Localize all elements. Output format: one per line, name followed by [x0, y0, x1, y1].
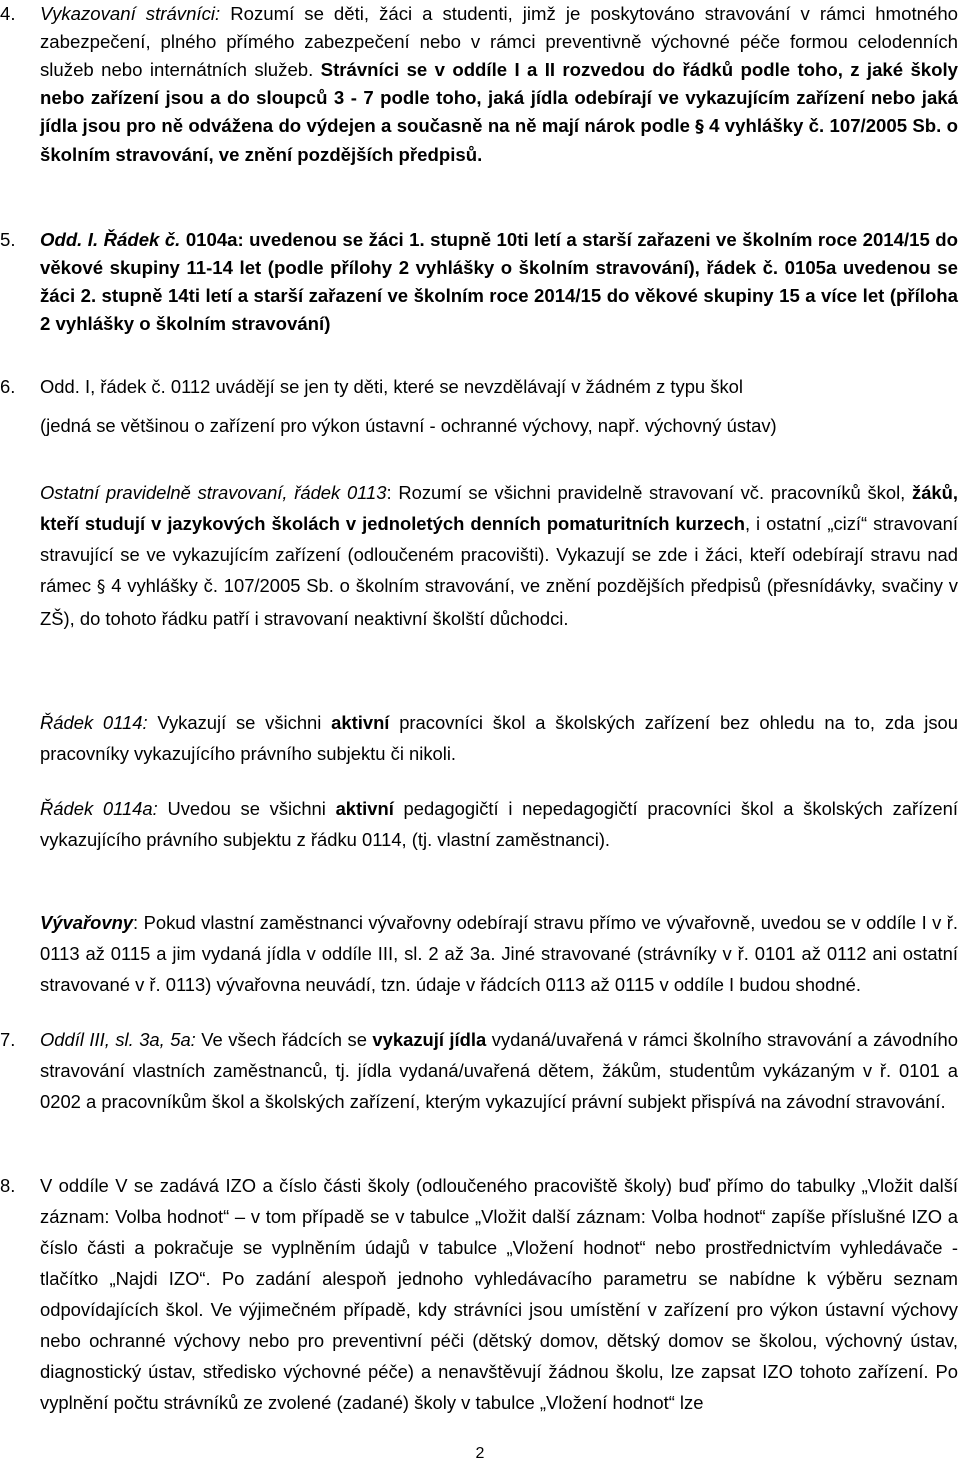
- item-number: 6.: [0, 376, 16, 397]
- bold-text: Strávníci se v oddíle I a II rozvedou do řádků podle toho, z jaké školy nebo zařízení jsou a do sloupců 3 - 7 podle toho, jaká jídla odebírají ve vykazujícím zařízení nebo jaká jídla jsou pro ně odvážena do výdejen a současně na ně mají nárok podle: [40, 59, 959, 136]
- item-number: 4.: [0, 3, 16, 24]
- term-label: Řádek 0114:: [40, 712, 148, 733]
- item-text: Oddíl III, sl. 3a, 5a: Ve všech řádcích se vykazují jídla vydaná/uvařená v rámci školního stravování a závodního stravování vlastních zaměstnanců, tj. jídla vydaná/uvařená dětem, žákům, studentům vykázaným v ř. 0101 a 0202 a pracovníkům škol a školských zařízení, kterým vykazující právní subjekt přispívá na závodní stravování.: [40, 1029, 958, 1112]
- paragraph-6-note: (jedná se většinou o zařízení pro výkon ústavní - ochranné výchovy, např. výchovný ústav): [40, 415, 777, 436]
- item-text: [40, 226, 958, 338]
- page-number: 2: [475, 1445, 485, 1462]
- row-reference: Odd. I. Řádek č.: [40, 229, 181, 250]
- paragraph-6-row-0114: Řádek 0114: Vykazují se všichni aktivní pracovníci škol a školských zařízení bez ohledu na to, zda jsou pracovníky vykazujícího právního subjektu či nikoli.: [40, 712, 958, 764]
- term-label: Ostatní pravidelně stravovaní, řádek 0113: [40, 482, 387, 503]
- list-item-6: [0, 371, 958, 402]
- definition-text: Rozumí se děti, žáci a studenti, jimž je poskytováno stravování v rámci hmotného zabezpečení, plného přímého zabezpečení nebo v rámci preventivně výchovné péče formou celodenních služeb nebo internátních služeb.: [40, 3, 958, 80]
- list-item-4: [0, 0, 958, 169]
- term-label: Oddíl III, sl. 3a, 5a:: [40, 1029, 196, 1050]
- item-number: 5.: [0, 229, 16, 250]
- list-item-7: [0, 1024, 958, 1117]
- paragraph-6-kitchens: Vývařovny: Pokud vlastní zaměstnanci vývařovny odebírají stravu přímo ve vývařovně, uvedou se v oddíle I v ř. 0113 až 0115 a jim vydaná jídla v oddíle III, sl. 2 až 3a. Jiné stravované (strávníky v ř. 0101 až 0112 ani ostatní stravované v ř. 0113) vývařovna neuvádí, tzn. údaje v řádcích 0113 až 0115 v oddíle I budou shodné.: [40, 912, 958, 995]
- item-text: V oddíle V se zadává IZO a číslo části školy (odloučeného pracoviště školy) buď přímo do tabulky „Vložit další záznam: Volba hodnot“ – v tom případě se v tabulce „Vložit další záznam: Volba hodnot“ zapíše příslušné IZO a číslo části a pokračuje se vyplněním údajů v tabulce „Vložení hodnot“ nebo prostřednictvím vyhledávače - tlačítko „Najdi IZO“. Po zadání alespoň jednoho vyhledávacího parametru se nabídne k výběru seznam odpovídajících škol. Ve výjimečném případě, kdy strávníci jsou umístění v zařízení pro výkon ústavní výchovy nebo ochranné výchovy nebo pro preventivní péči (dětský domov, dětský domov se školou, výchovný ústav, diagnostický ústav, středisko výchovné péče) a nenavštěvují žádnou školu, lze zapsat IZO tohoto zařízení. Po vyplnění počtu strávníků ze zvolené (zadané) školy v tabulce „Vložení hodnot“ lze: [40, 1175, 958, 1413]
- bold-text: aktivní: [331, 712, 390, 733]
- item-number: 7.: [0, 1029, 16, 1050]
- paragraph-6-row-0114a: Řádek 0114a: Uvedou se všichni aktivní pedagogičtí i nepedagogičtí pracovníci škol a školských zařízení vykazujícího právního subjektu z řádku 0114, (tj. vlastní zaměstnanci).: [40, 798, 959, 850]
- item-text: [40, 0, 958, 169]
- bold-text: žáků, kteří studují v jazykových školách v jednoletých denních pomaturitních kurzech: [40, 482, 958, 534]
- section-sign: §: [96, 577, 106, 597]
- bold-text: aktivní: [335, 798, 394, 819]
- bold-text: 4 vyhlášky č. 107/2005 Sb. o školním stravování, ve znění pozdějších předpisů.: [40, 115, 958, 165]
- paragraph-6-other: Ostatní pravidelně stravovaní, řádek 0113: Rozumí se všichni pravidelně stravovaní vč. pracovníků škol, žáků, kteří studují v jazykových školách v jednoletých denních pomaturitních kurzech, i ostatní „cizí“ stravovaní stravující se ve vykazujícím zařízení (odloučeném pracovišti). Vykazují se zde i žáci, kteří odebírají stravu nad rámec § 4 vyhlášky č. 107/2005 Sb. o školním stravování, ve znění pozdějších předpisů (přesnídávky, svačiny v ZŠ), do tohoto řádku patří i stravovaní neaktivní školští důchodci.: [40, 482, 958, 629]
- bold-text: vykazují jídla: [372, 1029, 487, 1050]
- section-sign: §: [695, 117, 704, 137]
- term-label: Vývařovny: [40, 912, 134, 933]
- item-text: Odd. I, řádek č. 0112 uvádějí se jen ty děti, které se nevzdělávají v žádném z typu škol: [40, 376, 743, 397]
- list-item-8: [0, 1170, 958, 1418]
- bold-text: 0104a: uvedenou se žáci 1. stupně 10ti letí a starší zařazeni ve školním roce 2014/15 do věkové skupiny 11-14 let (podle přílohy 2 vyhlášky o školním stravování), řádek č. 0105a uvedenou se žáci 2. stupně 14ti letí a starší zařazení ve školním roce 2014/15 do věkové skupiny 15 a více let (příloha 2 vyhlášky o školním stravování): [40, 229, 958, 334]
- list-item-5: [0, 226, 958, 338]
- term-label: Vykazovaní strávníci:: [40, 3, 221, 24]
- term-label: Řádek 0114a:: [40, 798, 158, 819]
- item-number: 8.: [0, 1175, 16, 1196]
